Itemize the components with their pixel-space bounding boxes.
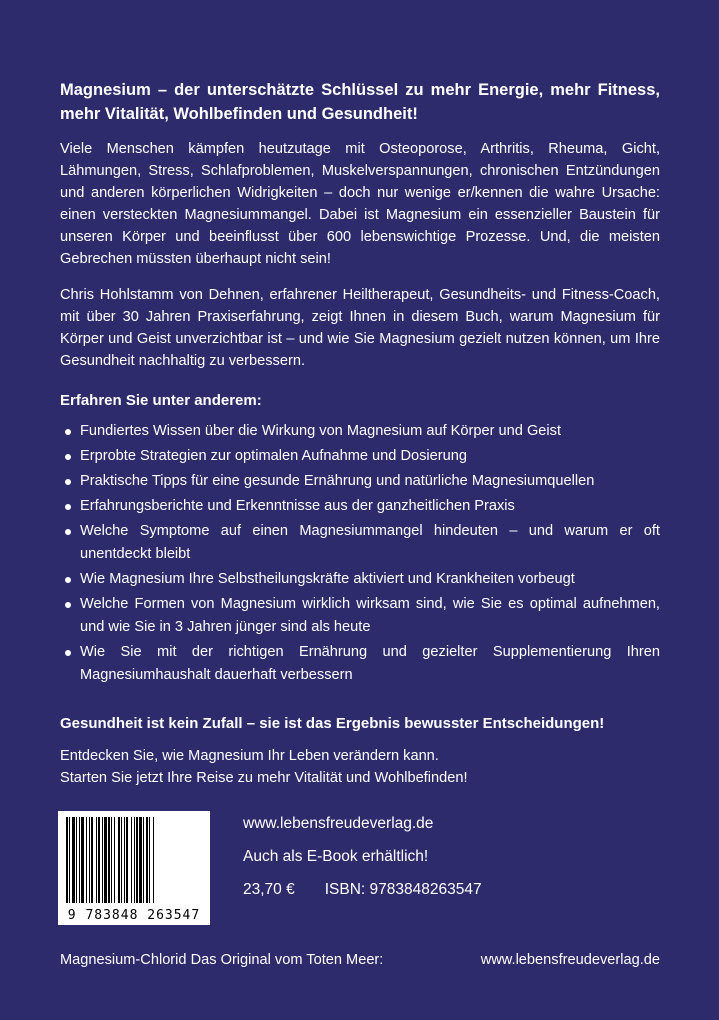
bullet-icon (65, 650, 71, 656)
bullet-icon (65, 504, 71, 510)
author-paragraph: Chris Hohlstamm von Dehnen, erfahrener Heiltherapeut, Gesundheits- und Fitness-Coach, mit über 30 Jahren Praxiserfahrung, zeigt Ihnen in diesem Buch, warum Magnesium für Körper und Geist unverzichtbar ist – und wie Sie Magnesium gezielt nutzen können, um Ihre Gesundheit nachhaltig zu verbessern. (60, 287, 660, 369)
bullet-icon (65, 454, 71, 460)
back-cover-text (60, 78, 660, 789)
benefit-item: Welche Formen von Magnesium wirklich wirksam sind, wie Sie es optimal aufnehmen, und wie Sie in 3 Jahren jünger sind als heute (60, 593, 660, 639)
call-to-action-line-1: Entdecken Sie, wie Magnesium Ihr Leben verändern kann. (60, 748, 439, 764)
benefit-list (60, 420, 660, 687)
benefit-item: Welche Symptome auf einen Magnesiummangel hindeuten – und warum er oft unentdeckt bleibt (60, 520, 660, 566)
benefit-item: Erfahrungsberichte und Erkenntnisse aus der ganzheitlichen Praxis (60, 495, 660, 518)
footer-product-note: Magnesium-Chlorid Das Original vom Toten Meer: (60, 952, 384, 968)
publisher-website[interactable]: www.lebensfreudeverlag.de (243, 815, 434, 832)
intro-paragraph: Viele Menschen kämpfen heutzutage mit Osteoporose, Arthritis, Rheuma, Gicht, Lähmungen, Stress, Schlafproblemen, Muskelverspannungen, chronischen Entzündungen und anderen körperlichen Widrigkeiten – doch nur wenige er/kennen die wahre Ursache: einen versteckten Magnesiummangel. Dabei ist Magnesium ein essenzieller Baustein für unseren Körper und beeinflusst über 600 lebenswichtige Prozesse. Und, die meisten Gebrechen müssten überhaupt nicht sein! (60, 141, 660, 267)
barcode-number: 9 783848 263547 (67, 908, 201, 923)
footer-website[interactable]: www.lebensfreudeverlag.de (480, 952, 660, 968)
headline: Magnesium – der unterschätzte Schlüssel zu mehr Energie, mehr Fitness, mehr Vitalität, Wohlbefinden und Gesundheit! (60, 81, 660, 123)
benefit-item: Wie Sie mit der richtigen Ernährung und gezielter Supplementierung Ihren Magnesiumhaushalt dauerhaft verbessern (60, 641, 660, 687)
benefit-item: Wie Magnesium Ihre Selbstheilungskräfte aktiviert und Krankheiten vorbeugt (60, 568, 660, 591)
isbn: ISBN: 9783848263547 (324, 881, 482, 898)
benefit-item: Fundiertes Wissen über die Wirkung von Magnesium auf Körper und Geist (60, 420, 660, 443)
bullet-icon (65, 429, 71, 435)
benefit-item: Erprobte Strategien zur optimalen Aufnahme und Dosierung (60, 445, 660, 468)
barcode-bars-icon (64, 817, 204, 903)
closing-statement: Gesundheit ist kein Zufall – sie ist das Ergebnis bewusster Entscheidungen! (60, 715, 605, 732)
publisher-info (243, 815, 482, 914)
call-to-action-line-2: Starten Sie jetzt Ihre Reise zu mehr Vitalität und Wohlbefinden! (60, 770, 468, 786)
bullet-icon (65, 602, 71, 608)
price-isbn-row (243, 881, 482, 914)
learn-subheading: Erfahren Sie unter anderem: (60, 392, 262, 409)
ebook-note: Auch als E-Book erhältlich! (243, 848, 429, 865)
bullet-icon (65, 577, 71, 583)
bullet-icon (65, 479, 71, 485)
benefit-item: Praktische Tipps für eine gesunde Ernährung und natürliche Magnesiumquellen (60, 470, 660, 493)
price: 23,70 € (243, 881, 295, 898)
barcode (58, 811, 210, 925)
bullet-icon (65, 529, 71, 535)
footer (60, 952, 660, 968)
